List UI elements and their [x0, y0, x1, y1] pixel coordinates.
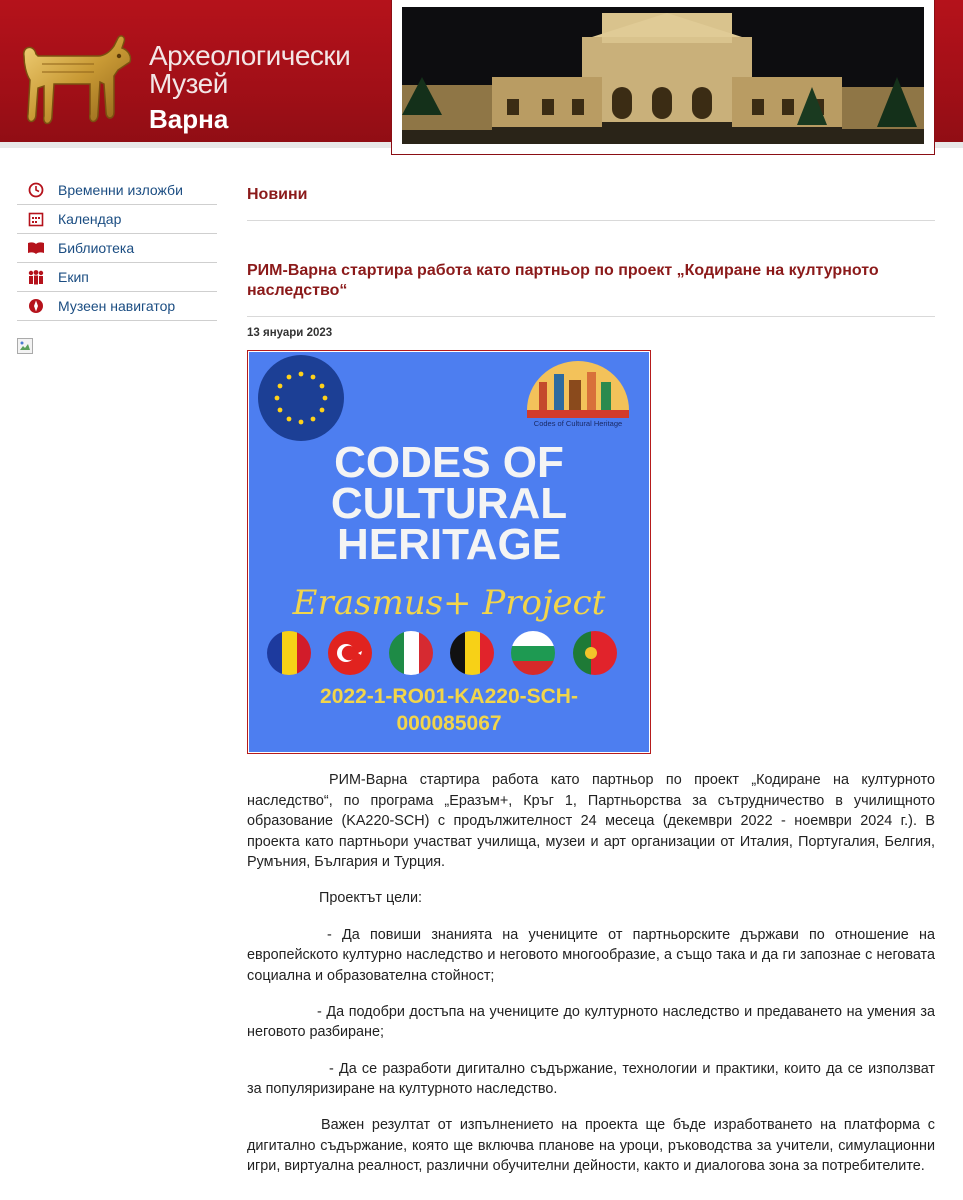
article-paragraph: Важен резултат от изпълнението на проекта ще бъде изработването на платформа с дигитално съдържание, която ще включва планове на уроци, ръководства за учители, симулационни игри, виртуална реалност, различни обучителни дейности, както и диалогова зона за потребителите.: [247, 1117, 935, 1175]
museum-building-photo: [402, 7, 924, 144]
poster-line-codes-of: CODES OF: [334, 438, 564, 487]
book-icon: [27, 239, 45, 257]
sidebar-item-label: Библиотека: [58, 240, 135, 256]
bulgaria-flag-icon: [511, 631, 555, 675]
article-body: [247, 770, 935, 1177]
sidebar-item-calendar[interactable]: [17, 205, 217, 234]
article-paragraph: - Да се разработи дигитално съдържание, технологии и практики, които да се използват за популяризиране на културното наследство.: [247, 1060, 935, 1098]
logo-caption: Codes of Cultural Heritage: [533, 419, 623, 428]
sidebar-item-team[interactable]: [17, 263, 217, 292]
article-paragraph: - Да подобри достъпа на учениците до културното наследство и предаването на умения за неговото разбиране;: [247, 1003, 935, 1041]
clock-icon: [27, 181, 45, 199]
museum-logo-text[interactable]: [149, 42, 350, 136]
calendar-icon: [27, 210, 45, 228]
sidebar-item-label: Временни изложби: [58, 182, 183, 198]
site-header: [0, 0, 963, 148]
logo-line-varna: Варна: [149, 104, 229, 134]
poster-line-cultural: CULTURAL: [330, 479, 568, 528]
article-title[interactable]: РИМ-Варна стартира работа като партньор по проект „Кодиране на културното наследство“: [247, 261, 935, 317]
logo-line-archaeological: Археологически: [149, 40, 351, 71]
sidebar-item-temporary-exhibitions[interactable]: [17, 176, 217, 205]
sidebar-item-label: Екип: [58, 269, 89, 285]
golden-bull-logo-icon[interactable]: [18, 34, 136, 136]
broken-image-icon: [17, 338, 33, 354]
poster-graphic: [249, 352, 649, 752]
sidebar-item-label: Музеен навигатор: [58, 298, 176, 314]
page-title: Новини: [247, 186, 935, 221]
project-poster-image[interactable]: [247, 350, 651, 754]
sidebar-item-museum-navigator[interactable]: [17, 292, 217, 321]
logo-line-museum: Музей: [149, 68, 228, 99]
sidebar-item-library[interactable]: [17, 234, 217, 263]
sidebar-item-label: Календар: [58, 211, 122, 227]
poster-project-code-line1: 2022-1-RO01-KA220-SCH-: [320, 685, 578, 708]
article-paragraph: РИМ-Варна стартира работа като партньор по проект „Кодиране на културното наследство“, по програма „Еразъм+, Кръг 1, Партньорства за сътрудничество в училищното образование (KA220-SCH) с продължителност 24 месеца (декември 2022 - ноември 2024 г.). В проекта като партньори участват училища, музеи и арт организации от Италия, Португалия, Белгия, Румъния, България и Турция.: [247, 772, 935, 871]
article-date: 13 януари 2023: [247, 327, 333, 339]
main-content: [247, 176, 935, 1193]
poster-erasmus-script: Erasmus+ Project: [292, 583, 606, 623]
portugal-flag-icon: [573, 631, 617, 675]
compass-icon: [27, 297, 45, 315]
header-photo-frame: [391, 0, 935, 155]
article-paragraph: - Да повиши знанията на учениците от партньорските държави по отношение на европейското културно наследство и неговото многообразие, а също така и да ги запознае с неговата социална и образователна стойност;: [247, 926, 935, 984]
poster-line-heritage: HERITAGE: [336, 520, 562, 569]
sidebar-menu: [17, 176, 217, 321]
team-icon: [27, 268, 45, 286]
poster-project-code-line2: 000085067: [396, 712, 502, 735]
eu-flag-icon: [258, 355, 344, 441]
article-paragraph: Проектът цели:: [319, 890, 423, 907]
turkey-flag-icon: [328, 631, 372, 675]
